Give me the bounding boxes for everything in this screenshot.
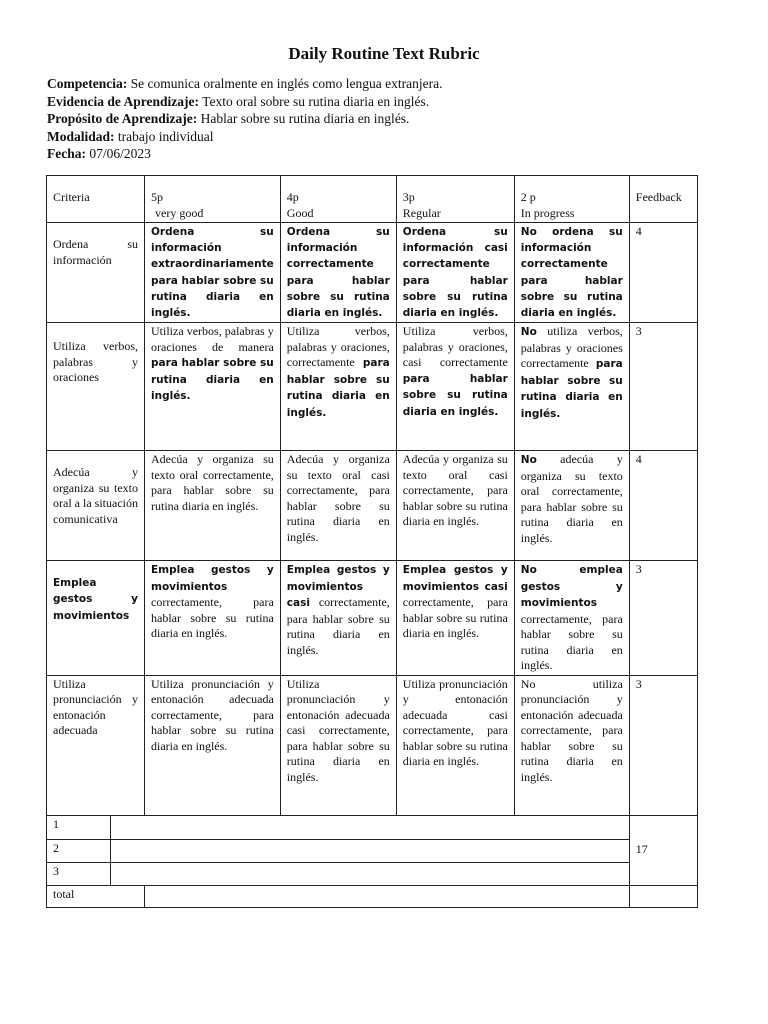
total-score: 17 bbox=[629, 815, 697, 885]
score-row-value bbox=[111, 839, 630, 862]
score-2-cell: No adecúa y organiza su texto oral correctamente, para hablar sobre su rutina diaria en inglés. bbox=[514, 451, 629, 561]
score-5-cell: Adecúa y organiza su texto oral correctamente, para hablar sobre su rutina diaria en inglés. bbox=[145, 451, 281, 561]
header-5p: 5p very good bbox=[145, 176, 281, 223]
score-4-cell: Utiliza verbos, palabras y oraciones, correctamente para hablar sobre su rutina diaria en inglés. bbox=[280, 323, 396, 451]
score-5-cell: Utiliza pronunciación y entonación adecuada correctamente, para hablar sobre su rutina diaria en inglés. bbox=[145, 675, 281, 815]
criterion-cell: Ordena su información bbox=[47, 223, 145, 323]
rubric-header-row bbox=[47, 176, 698, 223]
header-2p: 2 p In progress bbox=[514, 176, 629, 223]
score-row-label: 3 bbox=[47, 862, 111, 885]
criterion-cell: Emplea gestos y movimientos bbox=[47, 561, 145, 676]
score-row bbox=[47, 815, 698, 839]
feedback-cell: 4 bbox=[629, 223, 697, 323]
rubric-row bbox=[47, 223, 698, 323]
score-3-cell: Emplea gestos y movimientos casi correctamente, para hablar sobre su rutina diaria en inglés. bbox=[396, 561, 514, 676]
feedback-cell: 3 bbox=[629, 323, 697, 451]
meta-modalidad: Modalidad: trabajo individual bbox=[47, 128, 214, 144]
score-2-cell: No ordena su información correctamente para hablar sobre su rutina diaria en inglés. bbox=[514, 223, 629, 323]
criterion-cell: Utiliza pronunciación y entonación adecuada bbox=[47, 675, 145, 815]
meta-fecha: Fecha: 07/06/2023 bbox=[47, 146, 151, 161]
score-3-cell: Adecúa y organiza su texto oral casi correctamente, para hablar sobre su rutina diaria en inglés. bbox=[396, 451, 514, 561]
meta-evidencia: Evidencia de Aprendizaje: Texto oral sobre su rutina diaria en inglés. bbox=[47, 93, 430, 109]
meta-proposito: Propósito de Aprendizaje: Hablar sobre su rutina diaria en inglés. bbox=[47, 111, 410, 126]
score-2-cell: No emplea gestos y movimientos correctamente, para hablar sobre su rutina diaria en inglés. bbox=[514, 561, 629, 676]
header-criteria: Criteria bbox=[47, 176, 145, 223]
criterion-cell: Adecúa y organiza su texto oral a la situación comunicativa bbox=[47, 451, 145, 561]
total-value-cell bbox=[145, 885, 630, 907]
total-empty-cell bbox=[629, 885, 697, 907]
score-row bbox=[47, 862, 698, 885]
score-row bbox=[47, 839, 698, 862]
score-3-cell: Utiliza verbos, palabras y oraciones, casi correctamente para hablar sobre su rutina diaria en inglés. bbox=[396, 323, 514, 451]
score-5-cell: Utiliza verbos, palabras y oraciones de manera para hablar sobre su rutina diaria en inglés. bbox=[145, 323, 281, 451]
score-4-cell: Utiliza pronunciación y entonación adecuada casi correctamente, para hablar sobre su rutina diaria en inglés. bbox=[280, 675, 396, 815]
header-feedback: Feedback bbox=[629, 176, 697, 223]
score-row-value bbox=[111, 862, 630, 885]
score-row-label: 1 bbox=[47, 815, 111, 839]
meta-competencia: Competencia: Se comunica oralmente en inglés como lengua extranjera. bbox=[47, 76, 443, 91]
document-title: Daily Routine Text Rubric bbox=[288, 44, 480, 63]
rubric-row bbox=[47, 675, 698, 815]
rubric-row bbox=[47, 451, 698, 561]
total-row bbox=[47, 885, 698, 907]
header-3p: 3p Regular bbox=[396, 176, 514, 223]
score-3-cell: Utiliza pronunciación y entonación adecuada casi correctamente, para hablar sobre su rutina diaria en inglés. bbox=[396, 675, 514, 815]
score-5-cell: Ordena su información extraordinariamente para hablar sobre su rutina diaria en inglés. bbox=[145, 223, 281, 323]
criterion-cell: Utiliza verbos, palabras y oraciones bbox=[47, 323, 145, 451]
rubric-row bbox=[47, 561, 698, 676]
score-3-cell: Ordena su información casi correctamente para hablar sobre su rutina diaria en inglés. bbox=[396, 223, 514, 323]
score-5-cell: Emplea gestos y movimientos correctamente, para hablar sobre su rutina diaria en inglés. bbox=[145, 561, 281, 676]
score-4-cell: Ordena su información correctamente para hablar sobre su rutina diaria en inglés. bbox=[280, 223, 396, 323]
score-row-label: 2 bbox=[47, 839, 111, 862]
score-4-cell: Adecúa y organiza su texto oral casi correctamente, para hablar sobre su rutina diaria en inglés. bbox=[280, 451, 396, 561]
rubric-row bbox=[47, 323, 698, 451]
score-4-cell: Emplea gestos y movimientos casi correctamente, para hablar sobre su rutina diaria en inglés. bbox=[280, 561, 396, 676]
feedback-cell: 3 bbox=[629, 675, 697, 815]
total-label: total bbox=[47, 885, 145, 907]
feedback-cell: 3 bbox=[629, 561, 697, 676]
feedback-cell: 4 bbox=[629, 451, 697, 561]
document-meta bbox=[47, 75, 443, 163]
rubric-table bbox=[46, 175, 698, 908]
score-row-value bbox=[111, 815, 630, 839]
score-2-cell: No utiliza verbos, palabras y oraciones correctamente para hablar sobre su rutina diaria en inglés. bbox=[514, 323, 629, 451]
header-4p: 4p Good bbox=[280, 176, 396, 223]
score-2-cell: No utiliza pronunciación y entonación adecuada correctamente, para hablar sobre su rutina diaria en inglés. bbox=[514, 675, 629, 815]
